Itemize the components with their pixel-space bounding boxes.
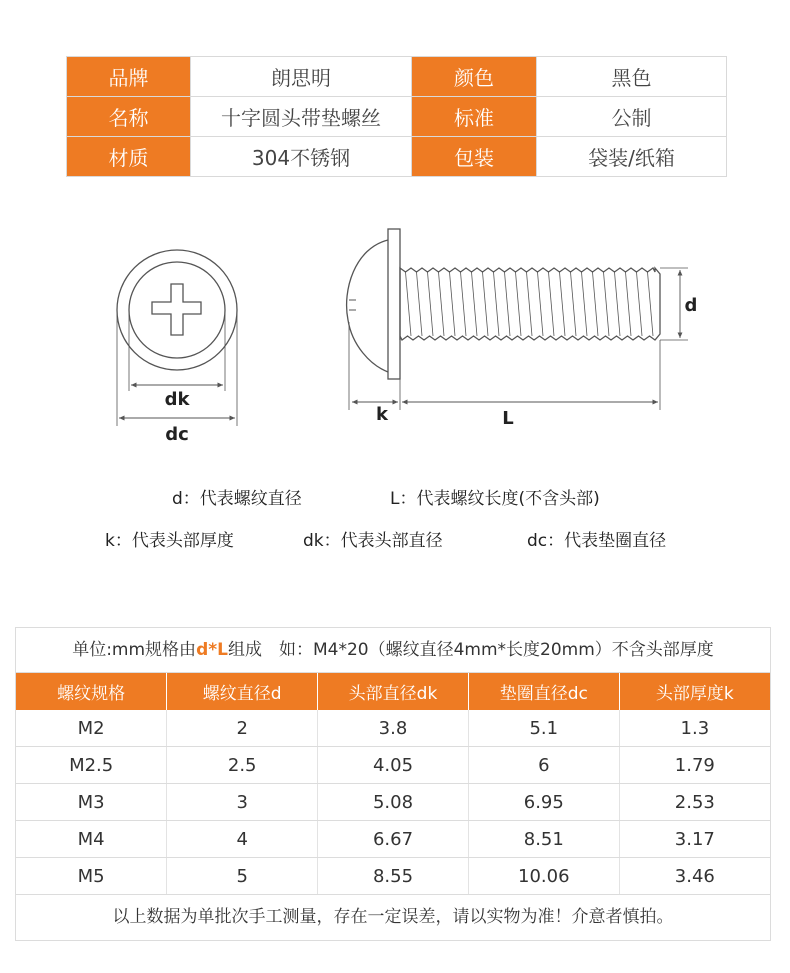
thread-crest-line [527,272,533,336]
table-cell: 3.17 [619,821,770,858]
table-cell: 4.05 [318,747,469,784]
table-row [16,710,770,747]
col-header: 垫圈直径dc [468,673,619,710]
table-cell: 2.53 [619,784,770,821]
table-cell: 1.3 [619,710,770,747]
screw-head-outline [347,240,388,372]
col-header: 头部厚度k [619,673,770,710]
screw-dimension-diagram [0,200,790,460]
spec-note-prefix: 单位:mm规格由 [72,640,197,660]
thread-crest-line [494,272,500,336]
table-row [16,821,770,858]
table-cell: 2.5 [167,747,318,784]
thread-crest-line [472,272,478,336]
thread-crest-line [615,272,621,336]
table-row [16,784,770,821]
L-label: L [502,408,514,429]
table-cell: 3.8 [318,710,469,747]
col-header: 头部直径dk [318,673,469,710]
thread-crest-line [538,272,544,336]
col-header: 螺纹规格 [16,673,167,710]
thread-crest-line [582,272,588,336]
legend-d: d：代表螺纹直径 [172,489,302,509]
thread-crest-line [505,272,511,336]
table-cell: 8.51 [468,821,619,858]
thread-crest-line [516,272,522,336]
thread-crest-line [417,272,423,336]
table-cell: 8.55 [318,858,469,895]
attr-row [67,97,727,137]
legend-k: k：代表头部厚度 [105,531,234,551]
col-header: 螺纹直径d [167,673,318,710]
attr-value: 公制 [537,97,727,137]
thread-crest-line [461,272,467,336]
legend-dc: dc：代表垫圈直径 [527,531,667,551]
spec-note-suffix: 组成 如：M4*20（螺纹直径4mm*长度20mm）不含头部厚度 [227,640,714,660]
spec-table [16,673,770,895]
table-cell: 2 [167,710,318,747]
table-row [16,747,770,784]
d-label: d [684,295,698,316]
washer-outline [117,250,237,370]
table-cell: M3 [16,784,167,821]
attr-key: 名称 [67,97,191,137]
table-cell: 6 [468,747,619,784]
table-cell: 5.08 [318,784,469,821]
attr-value: 304不锈钢 [191,137,412,177]
head-outline [129,262,225,358]
attr-key: 品牌 [67,57,191,97]
thread-crest-line [428,272,434,336]
thread-crest-line [626,272,632,336]
thread-crest-line [637,272,643,336]
table-cell: 10.06 [468,858,619,895]
spec-disclaimer: 以上数据为单批次手工测量，存在一定误差，请以实物为准！介意者慎拍。 [112,907,674,927]
thread-crest-line [560,272,566,336]
side-view [347,229,688,410]
attr-value: 朗思明 [191,57,412,97]
attr-key: 材质 [67,137,191,177]
attr-value: 袋装/纸箱 [537,137,727,177]
spec-note-highlight: d*L [196,640,228,660]
attr-row [67,57,727,97]
spec-table-panel [15,627,771,941]
legend-L: L：代表螺纹长度(不含头部) [390,489,600,509]
table-cell: 3 [167,784,318,821]
k-label: k [376,404,388,425]
table-cell: 1.79 [619,747,770,784]
table-cell: M2.5 [16,747,167,784]
attr-value: 十字圆头带垫螺丝 [191,97,412,137]
attr-key: 颜色 [412,57,537,97]
table-cell: 4 [167,821,318,858]
thread-crest-line [439,272,445,336]
thread-crest-line [483,272,489,336]
table-cell: M2 [16,710,167,747]
table-cell: M5 [16,858,167,895]
spec-header-row [16,673,770,710]
thread-crest-line [549,272,555,336]
table-cell: 5 [167,858,318,895]
washer-profile [388,229,400,379]
thread-crest-line [571,272,577,336]
dk-label: dk [164,389,190,410]
phillips-cross-icon [152,284,201,335]
table-cell: 6.95 [468,784,619,821]
dc-label: dc [165,424,189,445]
table-cell: 6.67 [318,821,469,858]
table-cell: 5.1 [468,710,619,747]
spec-note [16,628,770,673]
product-attributes-table [66,56,727,177]
table-cell: 3.46 [619,858,770,895]
table-row [16,858,770,895]
thread-crest-line [450,272,456,336]
thread-crest-line [648,272,654,336]
thread-crest-line [406,272,412,336]
thread-crest-line [604,272,610,336]
attr-row [67,137,727,177]
attr-key: 标准 [412,97,537,137]
legend-dk: dk：代表头部直径 [303,531,443,551]
thread-crest-line [593,272,599,336]
table-cell: M4 [16,821,167,858]
attr-value: 黑色 [537,57,727,97]
attr-key: 包装 [412,137,537,177]
